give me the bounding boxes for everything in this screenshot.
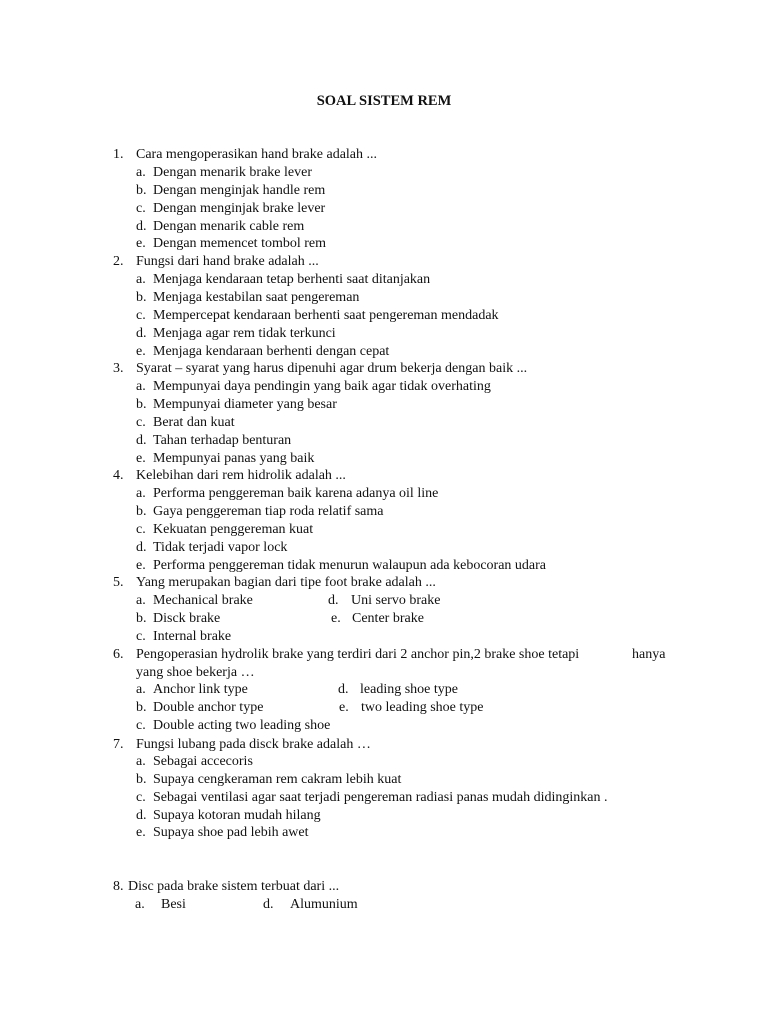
option-text: Uni servo brake	[351, 593, 441, 608]
option-letter: a.	[136, 379, 146, 394]
option-text: Sebagai ventilasi agar saat terjadi pengereman radiasi panas mudah didinginkan .	[153, 790, 608, 805]
option-letter: c.	[136, 522, 146, 537]
option-letter: d.	[263, 897, 274, 912]
option-letter: b.	[136, 183, 147, 198]
option-letter: b.	[136, 397, 147, 412]
option-letter: e.	[339, 700, 349, 715]
option-letter: d.	[338, 682, 349, 697]
option-text: Gaya penggereman tiap roda relatif sama	[153, 504, 384, 519]
option-letter: a.	[136, 486, 146, 501]
option-letter: d.	[328, 593, 339, 608]
option-text: Internal brake	[153, 629, 232, 644]
option-letter: d.	[136, 326, 147, 341]
option-letter: c.	[136, 308, 146, 323]
option-letter: c.	[136, 790, 146, 805]
question-text: Syarat – syarat yang harus dipenuhi agar drum bekerja dengan baik ...	[136, 361, 528, 376]
option-text: Alumunium	[290, 897, 358, 912]
question-number: 8.	[113, 879, 124, 894]
option-text: two leading shoe type	[361, 700, 484, 715]
option-letter: a.	[136, 165, 146, 180]
option-letter: a.	[136, 272, 146, 287]
option-text: Menjaga kestabilan saat pengereman	[153, 290, 360, 305]
question-text: Yang merupakan bagian dari tipe foot brake adalah ...	[136, 575, 436, 590]
option-letter: b.	[136, 772, 147, 787]
option-text: Dengan menarik cable rem	[153, 219, 305, 234]
option-text: Double acting two leading shoe	[153, 718, 331, 733]
option-letter: e.	[136, 451, 146, 466]
option-text: Supaya shoe pad lebih awet	[153, 825, 309, 840]
option-text: Sebagai accecoris	[153, 754, 253, 769]
option-letter: e.	[136, 825, 146, 840]
option-letter: b.	[136, 504, 147, 519]
question-number: 3.	[113, 361, 124, 376]
option-text: Disck brake	[153, 611, 221, 626]
option-letter: c.	[136, 718, 146, 733]
option-letter: a.	[135, 897, 145, 912]
option-text: Mempunyai panas yang baik	[153, 451, 315, 466]
option-text: Mempercepat kendaraan berhenti saat pengereman mendadak	[153, 308, 499, 323]
option-letter: c.	[136, 415, 146, 430]
option-letter: e.	[136, 344, 146, 359]
option-text: Dengan menginjak brake lever	[153, 201, 326, 216]
option-text: Center brake	[352, 611, 424, 626]
option-text: Supaya kotoran mudah hilang	[153, 808, 321, 823]
option-text: Menjaga kendaraan berhenti dengan cepat	[153, 344, 390, 359]
question-number: 7.	[113, 737, 124, 752]
question-number: 2.	[113, 254, 124, 269]
option-letter: b.	[136, 611, 147, 626]
option-letter: a.	[136, 682, 146, 697]
question-text: Disc pada brake sistem terbuat dari ...	[128, 879, 340, 894]
option-text: Berat dan kuat	[153, 415, 235, 430]
question-number: 1.	[113, 147, 124, 162]
option-text: Dengan menarik brake lever	[153, 165, 312, 180]
option-text: Mempunyai daya pendingin yang baik agar tidak overhating	[153, 379, 491, 394]
option-text: Dengan menginjak handle rem	[153, 183, 326, 198]
option-letter: a.	[136, 754, 146, 769]
option-letter: a.	[136, 593, 146, 608]
question-text-end: hanya	[632, 647, 666, 662]
option-letter: d.	[136, 808, 147, 823]
question-text: Fungsi dari hand brake adalah ...	[136, 254, 319, 269]
option-text: leading shoe type	[360, 682, 458, 697]
option-text: Double anchor type	[153, 700, 264, 715]
option-letter: b.	[136, 700, 147, 715]
option-text: Menjaga kendaraan tetap berhenti saat ditanjakan	[153, 272, 431, 287]
page-title: SOAL SISTEM REM	[316, 93, 452, 109]
option-text: Kekuatan penggereman kuat	[153, 522, 314, 537]
option-text: Menjaga agar rem tidak terkunci	[153, 326, 336, 341]
question-number: 4.	[113, 468, 124, 483]
option-text: Besi	[161, 897, 186, 912]
question-number: 6.	[113, 647, 124, 662]
question-text: Fungsi lubang pada disck brake adalah …	[136, 737, 371, 752]
option-text: Performa penggereman baik karena adanya oil line	[153, 486, 439, 501]
option-text: Performa penggereman tidak menurun walaupun ada kebocoran udara	[153, 558, 547, 573]
question-text: Cara mengoperasikan hand brake adalah ...	[136, 147, 378, 162]
option-letter: e.	[136, 236, 146, 251]
option-text: Anchor link type	[153, 682, 248, 697]
option-letter: c.	[136, 201, 146, 216]
question-text: Kelebihan dari rem hidrolik adalah ...	[136, 468, 346, 483]
option-text: Tidak terjadi vapor lock	[153, 540, 288, 555]
question-text-continued: yang shoe bekerja …	[136, 665, 255, 680]
option-letter: d.	[136, 433, 147, 448]
option-letter: d.	[136, 219, 147, 234]
option-text: Dengan memencet tombol rem	[153, 236, 326, 251]
option-letter: d.	[136, 540, 147, 555]
option-text: Mechanical brake	[153, 593, 253, 608]
question-text: Pengoperasian hydrolik brake yang terdiri dari 2 anchor pin,2 brake shoe tetapi	[136, 647, 580, 662]
option-letter: e.	[136, 558, 146, 573]
question-number: 5.	[113, 575, 124, 590]
option-letter: e.	[331, 611, 341, 626]
option-text: Supaya cengkeraman rem cakram lebih kuat	[153, 772, 402, 787]
option-letter: c.	[136, 629, 146, 644]
option-text: Mempunyai diameter yang besar	[153, 397, 337, 412]
option-letter: b.	[136, 290, 147, 305]
option-text: Tahan terhadap benturan	[153, 433, 292, 448]
